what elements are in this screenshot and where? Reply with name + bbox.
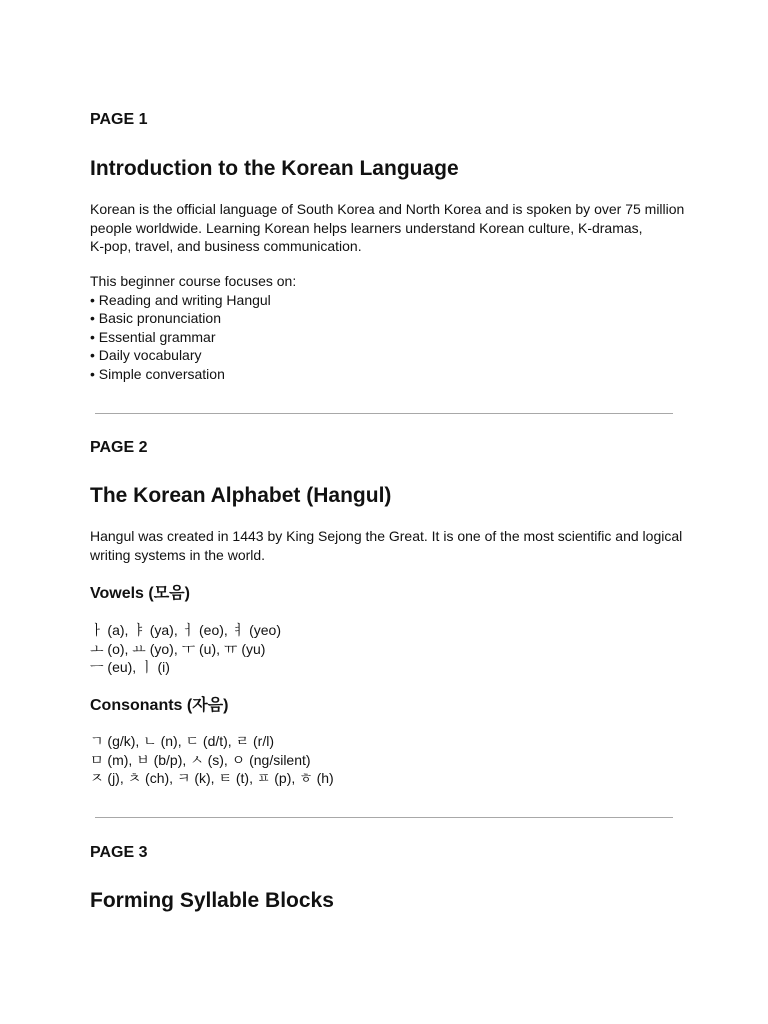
focus-list-item: • Essential grammar [90, 328, 216, 345]
page-1-intro-line: K-pop, travel, and business communication. [90, 238, 362, 254]
page-3-title: Forming Syllable Blocks [90, 889, 334, 912]
page-3-label: PAGE 3 [90, 844, 148, 861]
page-2-intro-paragraph [90, 527, 683, 564]
page-1-intro-line: people worldwide. Learning Korean helps learners understand Korean culture, K-dramas, [90, 219, 643, 236]
page-1-title: Introduction to the Korean Language [90, 157, 459, 180]
page-2-intro-line: writing systems in the world. [90, 546, 266, 563]
page-2-title: The Korean Alphabet (Hangul) [90, 484, 392, 507]
focus-list-item: • Daily vocabulary [90, 347, 202, 363]
focus-list-item: • Simple conversation [90, 365, 225, 382]
vowels-heading: Vowels (모음) [90, 585, 190, 602]
vowels-line: ㅡ (eu), ㅣ (i) [90, 659, 170, 675]
page-1-intro-paragraph [90, 200, 685, 256]
page-1-label: PAGE 1 [90, 111, 148, 128]
consonants-list [90, 732, 680, 788]
focus-list-heading: This beginner course focuses on: [90, 273, 297, 289]
page-1-focus-list [90, 272, 680, 383]
consonants-line: ㅈ (j), ㅊ (ch), ㅋ (k), ㅌ (t), ㅍ (p), ㅎ (h) [90, 770, 334, 786]
focus-list-item: • Basic pronunciation [90, 310, 221, 326]
consonants-line: ㄱ (g/k), ㄴ (n), ㄷ (d/t), ㄹ (r/l) [90, 733, 274, 749]
focus-list-item: • Reading and writing Hangul [90, 291, 271, 308]
page-2-intro-line: Hangul was created in 1443 by King Sejong the Great. It is one of the most scientific and logical [90, 528, 683, 544]
vowels-line: ㅗ (o), ㅛ (yo), ㅜ (u), ㅠ (yu) [90, 640, 266, 657]
vowels-list [90, 621, 680, 677]
vowels-line: ㅏ (a), ㅑ (ya), ㅓ (eo), ㅕ (yeo) [90, 622, 282, 638]
consonants-heading: Consonants (자음) [90, 697, 229, 714]
section-divider [95, 817, 673, 818]
page-1-intro-line: Korean is the official language of South Korea and North Korea and is spoken by over 75 million [90, 201, 685, 217]
page-2-label: PAGE 2 [90, 439, 148, 456]
section-divider [95, 413, 673, 414]
consonants-line: ㅁ (m), ㅂ (b/p), ㅅ (s), ㅇ (ng/silent) [90, 751, 311, 768]
